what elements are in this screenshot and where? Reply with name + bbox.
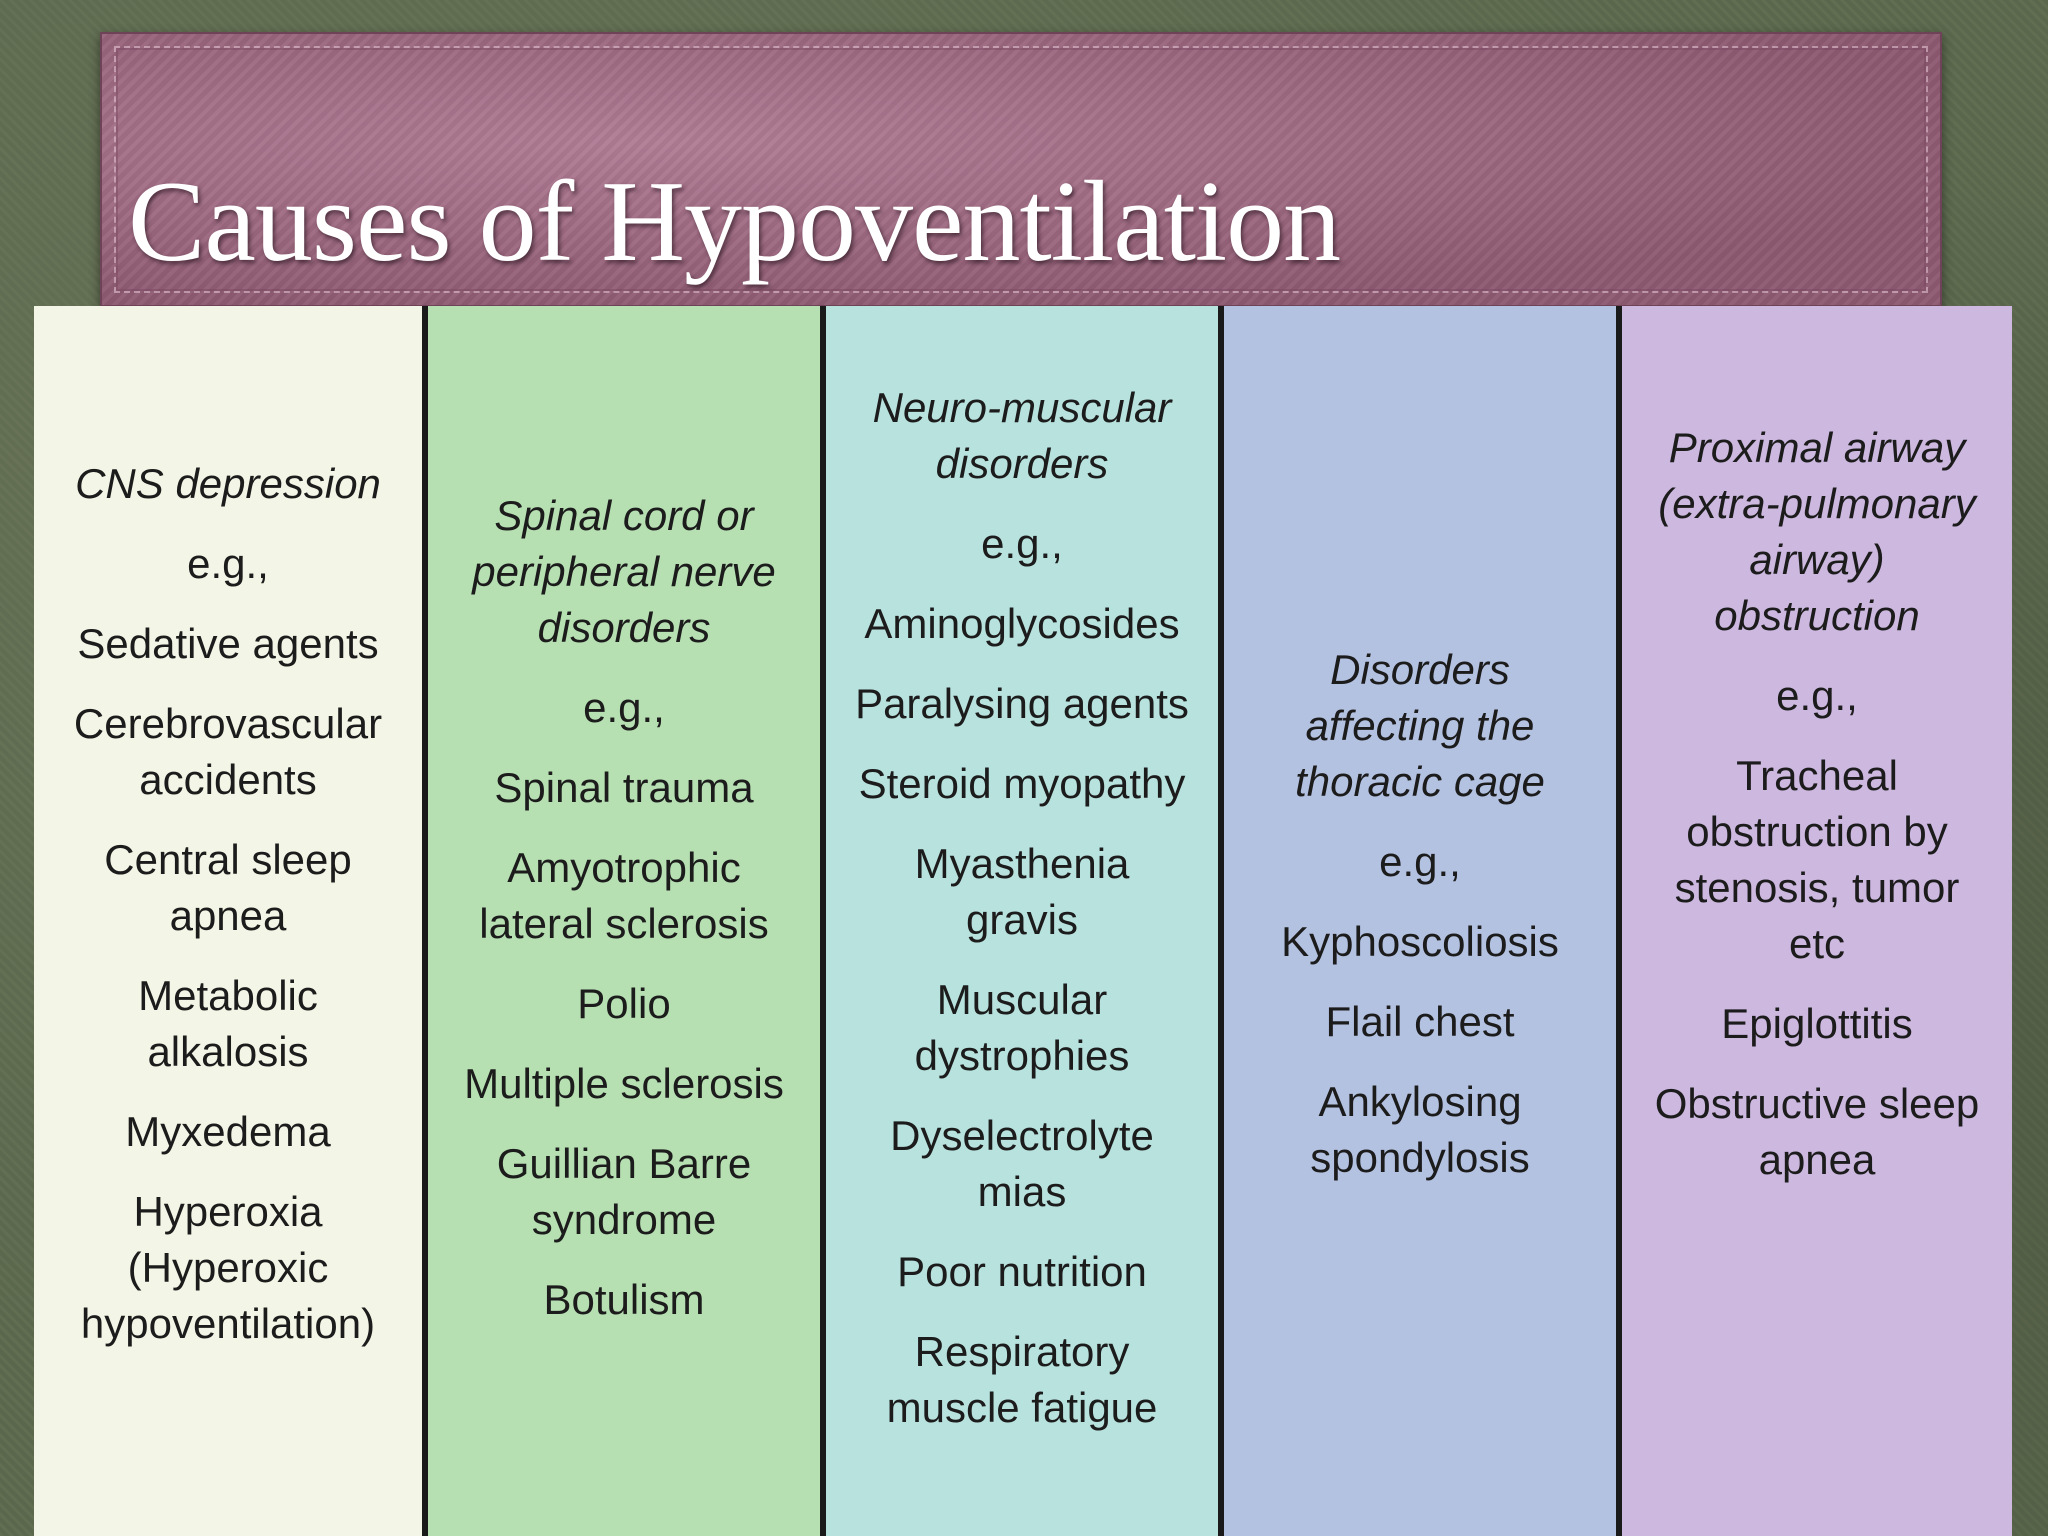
list-item: Metabolic alkalosis <box>138 972 318 1075</box>
list-item: Paralysing agents <box>855 680 1189 727</box>
list-item: Amyotrophic lateral sclerosis <box>479 844 769 947</box>
page-title: Causes of Hypoventilation <box>128 158 1341 286</box>
list-item: Ankylosing spondylosis <box>1310 1078 1530 1181</box>
causes-table <box>34 306 2012 1536</box>
list-item: Respiratory muscle fatigue <box>886 1328 1158 1431</box>
list-item: Polio <box>577 980 671 1027</box>
column-eg-label: e.g., <box>1776 672 1858 719</box>
list-item: Spinal trauma <box>494 764 754 811</box>
column-neuro-muscular <box>826 306 1224 1536</box>
column-cns-depression <box>34 306 428 1536</box>
list-item: Multiple sclerosis <box>464 1060 784 1107</box>
column-thoracic-cage <box>1224 306 1622 1536</box>
list-item: Epiglottitis <box>1721 1000 1913 1047</box>
column-spinal-cord <box>428 306 826 1536</box>
list-item: Muscular dystrophies <box>914 976 1130 1079</box>
list-item: Obstructive sleep apnea <box>1654 1080 1980 1183</box>
column-heading: Proximal airway (extra-pulmonary airway) obstruction <box>1658 424 1976 639</box>
list-item: Myxedema <box>125 1108 331 1155</box>
list-item: Hyperoxia (Hyperoxic hypoventilation) <box>80 1188 376 1347</box>
column-eg-label: e.g., <box>187 540 269 587</box>
list-item: Guillian Barre syndrome <box>496 1140 752 1243</box>
list-item: Flail chest <box>1325 998 1515 1045</box>
list-item: Poor nutrition <box>897 1248 1147 1295</box>
list-item: Central sleep apnea <box>104 836 352 939</box>
column-proximal-airway <box>1622 306 2012 1536</box>
column-eg-label: e.g., <box>1379 838 1461 885</box>
list-item: Aminoglycosides <box>864 600 1180 647</box>
list-item: Steroid myopathy <box>858 760 1186 807</box>
column-eg-label: e.g., <box>583 684 665 731</box>
column-eg-label: e.g., <box>981 520 1063 567</box>
list-item: Dyselectrolyte mias <box>890 1112 1154 1215</box>
list-item: Sedative agents <box>77 620 379 667</box>
list-item: Cerebrovascular accidents <box>73 700 383 803</box>
list-item: Kyphoscoliosis <box>1281 918 1559 965</box>
list-item: Tracheal obstruction by stenosis, tumor etc <box>1674 752 1960 967</box>
list-item: Botulism <box>543 1276 705 1323</box>
column-heading: CNS depression <box>75 460 381 507</box>
column-heading: Disorders affecting the thoracic cage <box>1295 646 1545 805</box>
column-heading: Spinal cord or peripheral nerve disorders <box>472 492 776 651</box>
column-heading: Neuro-muscular disorders <box>872 384 1172 487</box>
title-banner <box>100 32 1942 307</box>
list-item: Myasthenia gravis <box>914 840 1130 943</box>
